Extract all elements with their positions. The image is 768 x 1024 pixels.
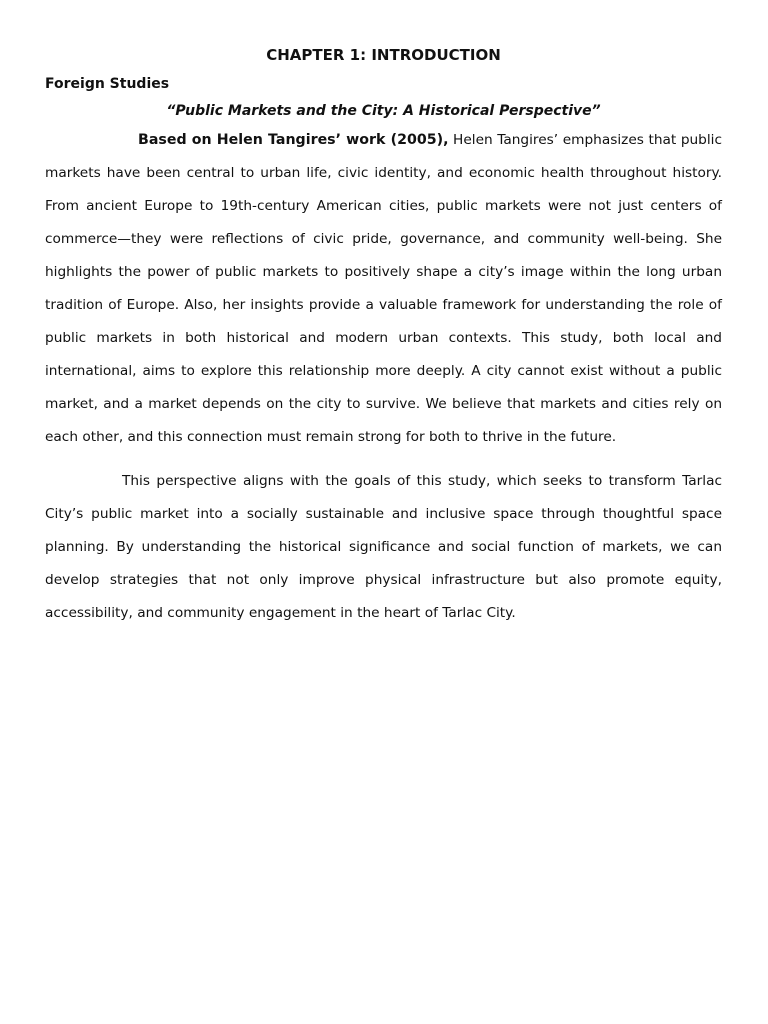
study-title: “Public Markets and the City: A Historical Perspective” (166, 103, 601, 119)
paragraph-1-body: Helen Tangires’ emphasizes that public markets have been central to urban life, civic identity, and economic health throughout history. From ancient Europe to 19th-century American cities, public markets were not just centers of commerce—they were reflections of civic pride, governance, and community well-being. She highlights the power of public markets to positively shape a city’s image within the long urban tradition of Europe. Also, her insights provide a valuable framework for understanding the role of public markets in both historical and modern urban contexts. This study, both local and international, aims to explore this relationship more deeply. A city cannot exist without a public market, and a market depends on the city to survive. We believe that markets and cities rely on each other, and this connection must remain strong for both to thrive in the future. (45, 132, 722, 445)
paragraph-1 (45, 124, 722, 454)
chapter-title: CHAPTER 1: INTRODUCTION (266, 46, 501, 64)
paragraph-2: This perspective aligns with the goals of this study, which seeks to transform Tarlac City’s public market into a socially sustainable and inclusive space through thoughtful space planning. By understanding the historical significance and social function of markets, we can develop strategies that not only improve physical infrastructure but also promote equity, accessibility, and community engagement in the heart of Tarlac City. (45, 473, 722, 621)
section-heading: Foreign Studies (45, 76, 170, 92)
paragraph-1-lead: Based on Helen Tangires’ work (2005), (138, 132, 449, 148)
